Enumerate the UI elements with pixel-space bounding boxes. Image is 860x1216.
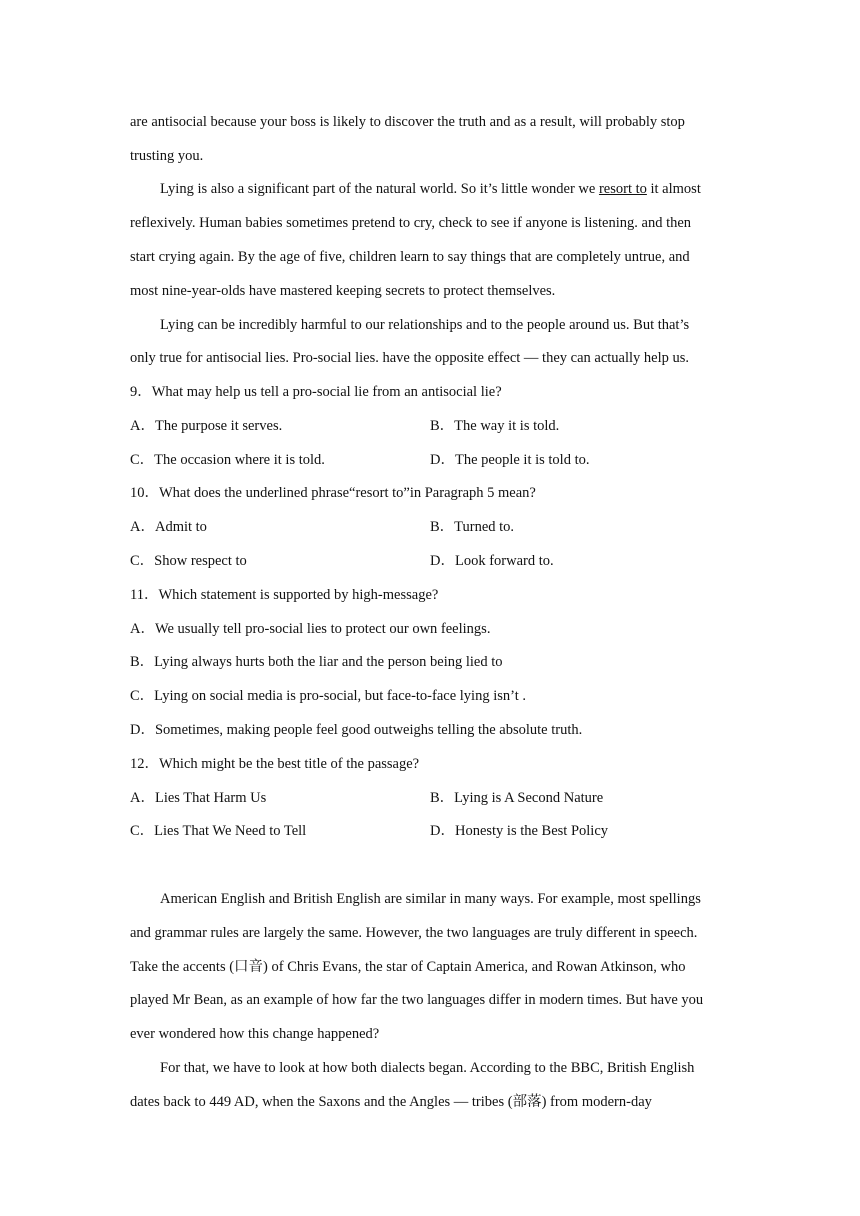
text-line: Lying can be incredibly harmful to our relationships and to the people around us. But that’s xyxy=(160,317,690,333)
option-a: A．Lies That Harm Us xyxy=(130,790,267,806)
option-row xyxy=(130,416,560,436)
text-line: American English and British English are similar in many ways. For example, most spellings xyxy=(160,891,701,907)
option-row xyxy=(130,517,515,537)
text-line: Take the accents (口音) of Chris Evans, the star of Captain America, and Rowan Atkinson, who xyxy=(130,959,686,975)
text-line: trusting you. xyxy=(130,148,204,164)
option-b: B．Lying always hurts both the liar and the person being lied to xyxy=(130,654,503,670)
text-line: ever wondered how this change happened? xyxy=(130,1026,380,1042)
text-line: only true for antisocial lies. Pro-social lies. have the opposite effect — they can actually help us. xyxy=(130,350,690,366)
text-span: it almost xyxy=(646,181,701,197)
text-line: reflexively. Human babies sometimes pretend to cry, check to see if anyone is listening. and then xyxy=(130,215,692,231)
question-stem: 12．Which might be the best title of the passage? xyxy=(130,756,420,772)
text-span: Lying is also a significant part of the natural world. So it’s little wonder we xyxy=(160,181,599,197)
text-line: are antisocial because your boss is likely to discover the truth and as a result, will probably stop xyxy=(130,114,685,130)
option-b: B．Lying is A Second Nature xyxy=(430,790,604,806)
option-c: C．Lying on social media is pro-social, but face-to-face lying isn’t . xyxy=(130,688,526,704)
option-a: A．Admit to xyxy=(130,519,207,535)
option-row xyxy=(130,551,554,571)
text-line: For that, we have to look at how both dialects began. According to the BBC, British English xyxy=(160,1060,695,1076)
option-d: D．Sometimes, making people feel good outweighs telling the absolute truth. xyxy=(130,722,583,738)
option-d: D．Look forward to. xyxy=(430,553,554,569)
text-line: start crying again. By the age of five, children learn to say things that are completely untrue, and xyxy=(130,249,690,265)
text-line xyxy=(160,179,701,199)
text-line: played Mr Bean, as an example of how far the two languages differ in modern times. But have you xyxy=(130,992,704,1008)
option-a: A．The purpose it serves. xyxy=(130,418,283,434)
question-stem: 11．Which statement is supported by high-message? xyxy=(130,587,439,603)
option-c: C．Lies That We Need to Tell xyxy=(130,823,307,839)
text-line: dates back to 449 AD, when the Saxons and the Angles — tribes (部落) from modern-day xyxy=(130,1094,652,1110)
question-stem: 10．What does the underlined phrase“resort to”in Paragraph 5 mean? xyxy=(130,485,536,501)
text-line: and grammar rules are largely the same. However, the two languages are truly different in speech. xyxy=(130,925,698,941)
option-d: D．Honesty is the Best Policy xyxy=(430,823,609,839)
underlined-phrase: resort to xyxy=(598,181,647,197)
option-c: C．Show respect to xyxy=(130,553,247,569)
option-b: B．The way it is told. xyxy=(430,418,560,434)
option-row xyxy=(130,450,590,470)
option-b: B．Turned to. xyxy=(430,519,515,535)
question-stem: 9．What may help us tell a pro-social lie from an antisocial lie? xyxy=(130,384,502,400)
option-row xyxy=(130,788,604,808)
option-d: D．The people it is told to. xyxy=(430,452,590,468)
option-a: A．We usually tell pro-social lies to protect our own feelings. xyxy=(130,621,491,637)
option-c: C．The occasion where it is told. xyxy=(130,452,325,468)
text-line: most nine-year-olds have mastered keeping secrets to protect themselves. xyxy=(130,283,556,299)
option-row xyxy=(130,821,609,841)
